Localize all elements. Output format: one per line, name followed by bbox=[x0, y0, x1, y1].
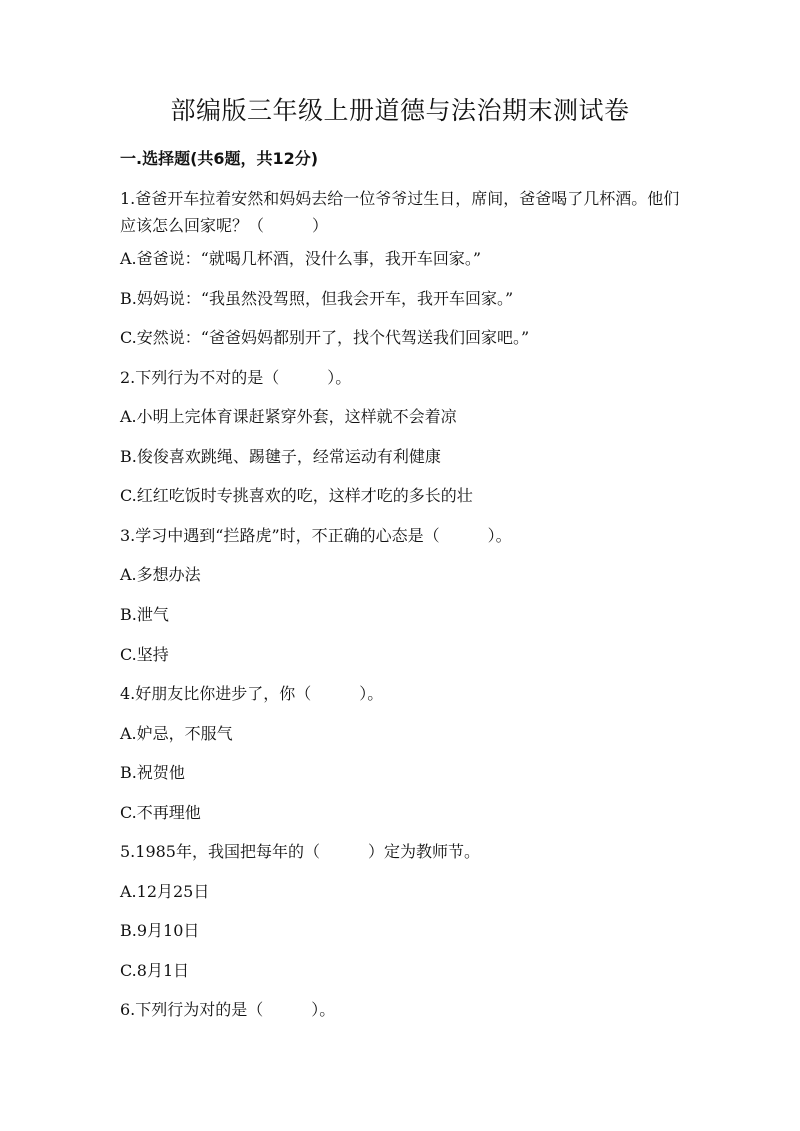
question-4-option-c: C.不再理他 bbox=[120, 803, 201, 822]
question-5-option-b: B.9月10日 bbox=[120, 921, 200, 940]
section-heading: 一.选择题(共6题，共12分) bbox=[120, 149, 319, 168]
question-6-stem: 6.下列行为对的是（ ）。 bbox=[120, 1000, 336, 1019]
question-5-stem: 5.1985年，我国把每年的（ ）定为教师节。 bbox=[120, 842, 480, 861]
question-3-option-c: C.坚持 bbox=[120, 645, 169, 664]
question-5-option-c: C.8月1日 bbox=[120, 961, 190, 980]
question-1-option-a: A.爸爸说：“就喝几杯酒，没什么事，我开车回家。” bbox=[120, 249, 482, 268]
exam-title: 部编版三年级上册道德与法治期末测试卷 bbox=[170, 96, 630, 125]
question-3-option-a: A.多想办法 bbox=[120, 565, 201, 584]
question-1-option-b: B.妈妈说：“我虽然没驾照，但我会开车，我开车回家。” bbox=[120, 289, 514, 308]
question-5-option-a: A.12月25日 bbox=[120, 882, 210, 901]
question-4-stem: 4.好朋友比你进步了，你（ ）。 bbox=[120, 684, 384, 703]
question-4-option-b: B.祝贺他 bbox=[120, 763, 185, 782]
question-1-stem: 1.爸爸开车拉着安然和妈妈去给一位爷爷过生日，席间，爸爸喝了几杯酒。他们应该怎么回家呢？（ ） bbox=[120, 189, 680, 235]
question-2-option-b: B.俊俊喜欢跳绳、踢毽子，经常运动有利健康 bbox=[120, 447, 441, 466]
question-1-option-c: C.安然说：“爸爸妈妈都别开了，找个代驾送我们回家吧。” bbox=[120, 328, 530, 347]
question-4-option-a: A.妒忌，不服气 bbox=[120, 724, 233, 743]
question-2-option-c: C.红红吃饭时专挑喜欢的吃，这样才吃的多长的壮 bbox=[120, 486, 473, 505]
question-2-option-a: A.小明上完体育课赶紧穿外套，这样就不会着凉 bbox=[120, 407, 457, 426]
question-3-option-b: B.泄气 bbox=[120, 605, 169, 624]
question-3-stem: 3.学习中遇到“拦路虎”时，不正确的心态是（ ）。 bbox=[120, 526, 512, 545]
question-2-stem: 2.下列行为不对的是（ ）。 bbox=[120, 368, 352, 387]
